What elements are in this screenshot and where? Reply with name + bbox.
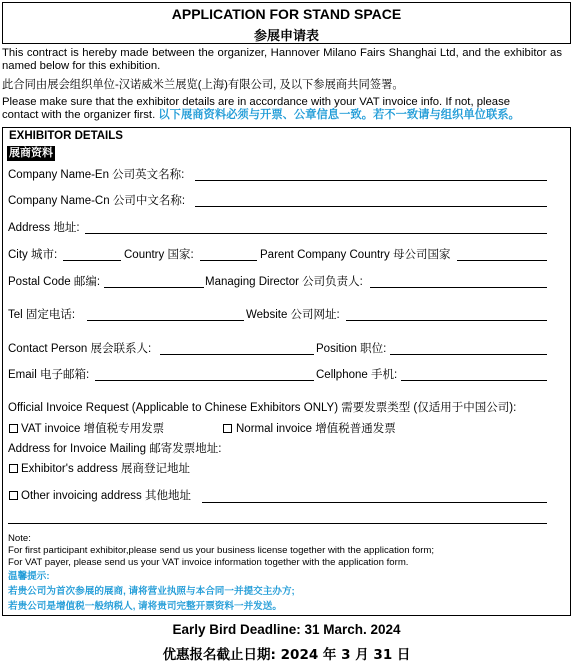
vat-notice (2, 96, 562, 122)
note-label: Note: (8, 533, 31, 544)
website-field[interactable] (346, 320, 547, 321)
other-address-field-line2[interactable] (8, 523, 547, 524)
company-name-en-label: Company Name-En 公司英文名称: (8, 169, 185, 181)
managing-director-label: Managing Director 公司负责人: (205, 276, 363, 288)
email-field[interactable] (95, 380, 314, 381)
invoice-mailing-label: Address for Invoice Mailing 邮寄发票地址: (8, 443, 222, 455)
vat-notice-en-line1: Please make sure that the exhibitor details are in accordance with your VAT invoice info. If not, please (2, 96, 511, 108)
deadline-cn: 优惠报名截止日期: 2024 年 3 月 31 日 (162, 647, 411, 663)
cellphone-field[interactable] (401, 380, 547, 381)
email-label: Email 电子邮箱: (8, 369, 90, 381)
contract-statement-cn: 此合同由展会组织单位-汉诺威米兰展览(上海)有限公司, 及以下参展商共同签署。 (2, 79, 404, 91)
city-field[interactable] (63, 260, 121, 261)
note-line2: For VAT payer, please send us your VAT invoice information together with the application form. (8, 557, 409, 568)
city-label: City 城市: (8, 249, 58, 261)
tel-label: Tel 固定电话: (8, 309, 76, 321)
note-line1: For first participant exhibitor,please send us your business license together with the application form; (8, 545, 435, 556)
contact-person-label: Contact Person 展会联系人: (8, 343, 152, 355)
managing-director-field[interactable] (370, 287, 547, 288)
country-label: Country 国家: (124, 249, 194, 261)
deadline-en: Early Bird Deadline: 31 March. 2024 (172, 622, 401, 637)
position-label: Position 职位: (316, 343, 387, 355)
form-title-cn: 参展申请表 (253, 29, 319, 44)
exhibitor-address-label: Exhibitor's address 展商登记地址 (21, 463, 190, 475)
other-address-label: Other invoicing address 其他地址 (21, 490, 192, 502)
tel-field[interactable] (87, 320, 244, 321)
exhibitor-address-checkbox[interactable] (9, 464, 18, 473)
other-address-field[interactable] (202, 502, 547, 503)
exhibitor-details-box (2, 127, 571, 616)
vat-notice-cn: 以下展商资料必须与开票、公章信息一致。若不一致请与组织单位联系。 (158, 109, 520, 121)
title-box (2, 2, 571, 44)
parent-company-country-label: Parent Company Country 母公司国家 (260, 249, 451, 261)
section-title-cn: 展商资料 (9, 147, 53, 159)
country-field[interactable] (200, 260, 257, 261)
position-field[interactable] (390, 354, 547, 355)
postal-code-label: Postal Code 邮编: (8, 276, 101, 288)
other-address-checkbox[interactable] (9, 491, 18, 500)
vat-invoice-checkbox[interactable] (9, 424, 18, 433)
section-title-en: EXHIBITOR DETAILS (9, 130, 123, 142)
vat-invoice-label: VAT invoice 增值税专用发票 (21, 423, 165, 435)
normal-invoice-checkbox[interactable] (223, 424, 232, 433)
form-title-en: APPLICATION FOR STAND SPACE (171, 6, 402, 22)
company-name-en-field[interactable] (195, 180, 547, 181)
parent-company-country-field[interactable] (457, 260, 547, 261)
contact-person-field[interactable] (160, 354, 314, 355)
normal-invoice-label: Normal invoice 增值税普通发票 (236, 423, 396, 435)
vat-notice-en-line2: contact with the organizer first. (2, 109, 156, 121)
company-name-cn-label: Company Name-Cn 公司中文名称: (8, 195, 186, 207)
contract-statement-en: This contract is hereby made between the organizer, Hannover Milano Fairs Shanghai Ltd, and the exhibitor as named below for this exhibition. (2, 47, 562, 72)
postal-code-field[interactable] (104, 287, 204, 288)
cellphone-label: Cellphone 手机: (316, 369, 398, 381)
website-label: Website 公司网址: (246, 309, 340, 321)
address-label: Address 地址: (8, 222, 80, 234)
invoice-request-label: Official Invoice Request (Applicable to Chinese Exhibitors ONLY) 需要发票类型 (仅适用于中国公司): (8, 402, 517, 414)
company-name-cn-field[interactable] (195, 206, 547, 207)
note-cn-label: 温馨提示: (8, 571, 50, 582)
note-cn-line1: 若贵公司为首次参展的展商, 请将营业执照与本合同一并提交主办方; (8, 586, 295, 597)
note-cn-line2: 若贵公司是增值税一般纳税人, 请将贵司完整开票资料一并发送。 (8, 601, 282, 612)
address-field[interactable] (85, 233, 547, 234)
